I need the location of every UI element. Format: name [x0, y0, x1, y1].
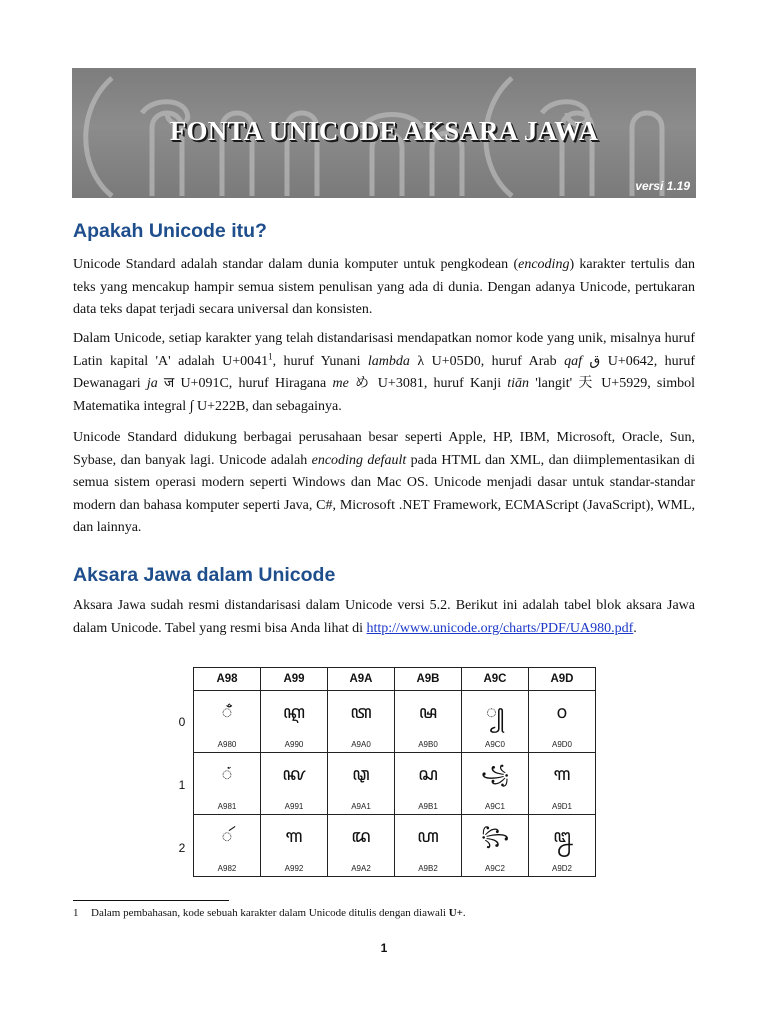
column-header: A9B — [395, 668, 462, 691]
glyph: ꧂ — [480, 826, 510, 847]
paragraph-unicode-support — [73, 427, 695, 540]
text: ज U+091C, huruf Hiragana — [157, 376, 333, 391]
codepoint: A9C1 — [484, 802, 505, 811]
text-italic: qaf — [564, 353, 582, 369]
codepoint: A9C0 — [484, 740, 505, 749]
text: ) karakter tertulis dan teks yang mencakup hampir semua sistem penulisan yang ada di dunia. Dengan adanya Unicode, pertukaran data teks dapat terjadi secara universal dan konsisten. — [73, 257, 696, 317]
footnote-text: Dalam pembahasan, kode sebuah karakter dalam Unicode ditulis dengan diawali — [91, 907, 449, 919]
codepoint: A980 — [217, 740, 237, 749]
codepoint: A992 — [284, 864, 304, 873]
footnote-ref: 1 — [268, 350, 273, 361]
text: , huruf Yunani — [272, 353, 368, 369]
text-italic: me — [332, 376, 349, 391]
codepoint: A9D0 — [551, 740, 572, 749]
glyph: ꦑ — [282, 764, 306, 785]
codepoint: A981 — [217, 802, 237, 811]
glyph-cell — [194, 691, 261, 753]
text: Unicode Standard adalah standar dalam dunia komputer untuk pengkodean ( — [73, 257, 519, 272]
glyph: ꦲ — [417, 826, 439, 847]
text-italic: tiān — [507, 376, 530, 391]
column-header: A98 — [194, 668, 261, 691]
column-header: A99 — [261, 668, 328, 691]
column-header: A9A — [328, 668, 395, 691]
glyph: ꧑ — [553, 764, 571, 785]
unicode-chart-link[interactable]: http://www.unicode.org/charts/PDF/UA980.pdf — [366, 620, 634, 636]
glyph-cell — [395, 753, 462, 815]
glyph: ꧒ — [553, 826, 571, 847]
glyph: ꦂ — [221, 826, 233, 847]
glyph-cell — [529, 815, 596, 877]
glyph-cell — [328, 753, 395, 815]
version-label: versi 1.19 — [635, 179, 690, 193]
glyph-cell — [194, 753, 261, 815]
codepoint: A9B2 — [418, 864, 438, 873]
glyph-cell — [261, 691, 328, 753]
glyph-cell — [194, 815, 261, 877]
glyph: ꧀ — [486, 702, 504, 723]
text: Dalam Unicode, setiap karakter yang telah distandarisasi mendapatkan nomor kode yang unik, misalnya huruf Latin kapital 'A' adalah U+0041 — [73, 331, 695, 369]
section-heading-unicode: Apakah Unicode itu? — [73, 220, 267, 242]
codepoint: A9A2 — [351, 864, 371, 873]
glyph-cell — [529, 753, 596, 815]
row-label-0: 0 — [178, 715, 186, 729]
text: pada HTML dan XML, dan diimplementasikan di semua sistem operasi modern seperti Windows dan Mac OS. Unicode menjadi dasar untuk standar-standar modern dan bahasa komputer seperti Java, C#, Microsoft .NET Framework, ECMAScript (JavaScript), WML, dan lainnya. — [73, 452, 695, 535]
glyph-cell — [328, 691, 395, 753]
codepoint: A9B0 — [418, 740, 438, 749]
table-row — [194, 815, 596, 877]
footnote — [73, 907, 466, 919]
table-header-row — [194, 668, 596, 691]
codepoint: A982 — [217, 864, 237, 873]
glyph: ꦢ — [351, 826, 371, 847]
glyph: ꦡ — [352, 764, 370, 785]
table-row — [194, 691, 596, 753]
glyph-cell — [328, 815, 395, 877]
javanese-code-chart — [193, 667, 596, 877]
codepoint: A9A1 — [351, 802, 371, 811]
text-italic: encoding default — [311, 452, 407, 468]
footnote-number: 1 — [73, 907, 79, 919]
glyph-cell — [261, 815, 328, 877]
glyph: ꧐ — [556, 702, 568, 723]
text: め U+3081, huruf Kanji — [348, 376, 508, 391]
footnote-separator — [73, 900, 229, 901]
codepoint: A9C2 — [484, 864, 505, 873]
text: Unicode Standard didukung berbagai perusahaan besar seperti Apple, HP, IBM, Microsoft, Oracle, Sun, Sybase, dan banyak lagi. Unicode adalah — [73, 430, 695, 468]
codepoint: A9D2 — [551, 864, 572, 873]
page-number: 1 — [380, 941, 388, 955]
row-label-1: 1 — [178, 778, 186, 792]
document-title: FONTA UNICODE AKSARA JAWA — [169, 116, 599, 146]
glyph: ꦠ — [350, 702, 372, 723]
paragraph-unicode-intro — [73, 254, 695, 322]
paragraph-unicode-examples — [73, 328, 695, 418]
codepoint: A9A0 — [351, 740, 371, 749]
codepoint: A990 — [284, 740, 304, 749]
paragraph-aksara-jawa — [73, 595, 695, 640]
glyph-cell — [261, 753, 328, 815]
codepoint: A991 — [284, 802, 304, 811]
section-heading-aksara-jawa: Aksara Jawa dalam Unicode — [73, 564, 336, 586]
glyph: ꦁ — [221, 764, 233, 785]
glyph-cell — [395, 691, 462, 753]
glyph-cell — [462, 753, 529, 815]
text: 'langit' 天 U+5929, simbol Matematika integral ∫ U+222B, dan sebagainya. — [73, 376, 695, 414]
codepoint: A9D1 — [551, 802, 572, 811]
text: λ U+05D0, huruf Arab — [409, 353, 565, 369]
row-label-2: 2 — [178, 841, 186, 855]
footnote-text: . — [462, 907, 466, 919]
glyph: ꧁ — [480, 764, 510, 785]
text-italic: ja — [146, 376, 158, 391]
column-header: A9C — [462, 668, 529, 691]
glyph: ꦰ — [418, 702, 438, 723]
glyph: ꦐ — [283, 702, 305, 723]
footnote-code-prefix: U+ — [448, 907, 463, 919]
glyph-cell — [529, 691, 596, 753]
text-italic: lambda — [367, 353, 410, 369]
text: Aksara Jawa sudah resmi distandarisasi dalam Unicode versi 5.2. Berikut ini adalah tabel blok aksara Jawa dalam Unicode. Tabel yang resmi bisa Anda lihat di — [73, 598, 695, 636]
text-italic: encoding — [518, 257, 570, 272]
text: . — [633, 620, 637, 636]
title-banner — [72, 68, 696, 198]
text: ق U+0642, huruf Dewanagari — [73, 353, 695, 391]
glyph-cell — [462, 815, 529, 877]
column-header: A9D — [529, 668, 596, 691]
glyph-cell — [462, 691, 529, 753]
glyph: ꦀ — [221, 702, 233, 723]
codepoint: A9B1 — [418, 802, 438, 811]
glyph: ꦱ — [418, 764, 438, 785]
table-row — [194, 753, 596, 815]
glyph: ꦒ — [285, 826, 303, 847]
glyph-cell — [395, 815, 462, 877]
